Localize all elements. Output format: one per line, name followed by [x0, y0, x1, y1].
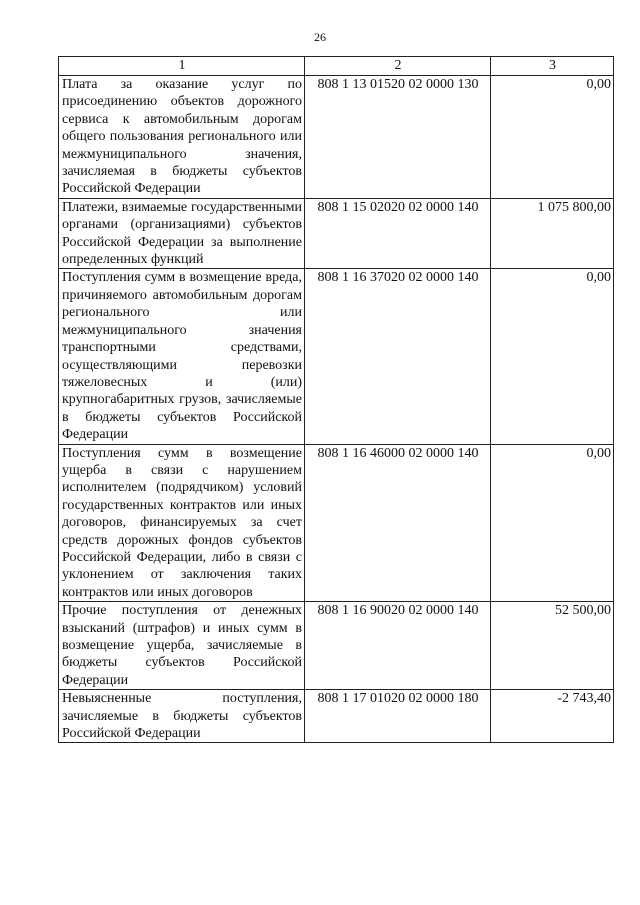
row-description: Плата за оказание услуг по присоединению объектов дорожного сервиса к автомобильным дорогам общего пользования регионального или межмуниципального значения, зачисляемая в бюджеты субъектов Российской Федерации — [59, 76, 305, 199]
row-budget-code: 808 1 13 01520 02 0000 130 — [305, 76, 491, 199]
revenue-table — [58, 56, 614, 743]
table-header-row — [59, 57, 614, 76]
row-amount: 1 075 800,00 — [491, 198, 614, 269]
row-budget-code: 808 1 16 90020 02 0000 140 — [305, 602, 491, 690]
row-budget-code: 808 1 16 46000 02 0000 140 — [305, 444, 491, 602]
column-header-2: 2 — [305, 57, 491, 76]
table-row — [59, 444, 614, 602]
row-description: Поступления сумм в возмещение вреда, причиняемого автомобильным дорогам регионального или межмуниципального значения транспортными средствами, осуществляющими перевозки тяжеловесных и (или) крупногабаритных грузов, зачисляемые в бюджеты субъектов Российской Федерации — [59, 269, 305, 444]
row-amount: -2 743,40 — [491, 690, 614, 743]
row-description: Платежи, взимаемые государственными органами (организациями) субъектов Российской Федерации за выполнение определенных функций — [59, 198, 305, 269]
row-description: Невыясненные поступления, зачисляемые в бюджеты субъектов Российской Федерации — [59, 690, 305, 743]
row-description: Поступления сумм в возмещение ущерба в связи с нарушением исполнителем (подрядчиком) условий государственных контрактов или иных договоров, финансируемых за счет средств дорожных фондов субъектов Российской Федерации, либо в связи с уклонением от заключения таких контрактов или иных договоров — [59, 444, 305, 602]
table-row — [59, 269, 614, 444]
row-amount: 52 500,00 — [491, 602, 614, 690]
column-header-1: 1 — [59, 57, 305, 76]
row-description: Прочие поступления от денежных взысканий (штрафов) и иных сумм в возмещение ущерба, зачисляемые в бюджеты субъектов Российской Федерации — [59, 602, 305, 690]
row-budget-code: 808 1 16 37020 02 0000 140 — [305, 269, 491, 444]
row-amount: 0,00 — [491, 76, 614, 199]
row-budget-code: 808 1 15 02020 02 0000 140 — [305, 198, 491, 269]
page-number: 26 — [314, 30, 326, 44]
table-row — [59, 76, 614, 199]
row-amount: 0,00 — [491, 269, 614, 444]
row-budget-code: 808 1 17 01020 02 0000 180 — [305, 690, 491, 743]
table-row — [59, 690, 614, 743]
table-row — [59, 198, 614, 269]
table-row — [59, 602, 614, 690]
row-amount: 0,00 — [491, 444, 614, 602]
column-header-3: 3 — [491, 57, 614, 76]
